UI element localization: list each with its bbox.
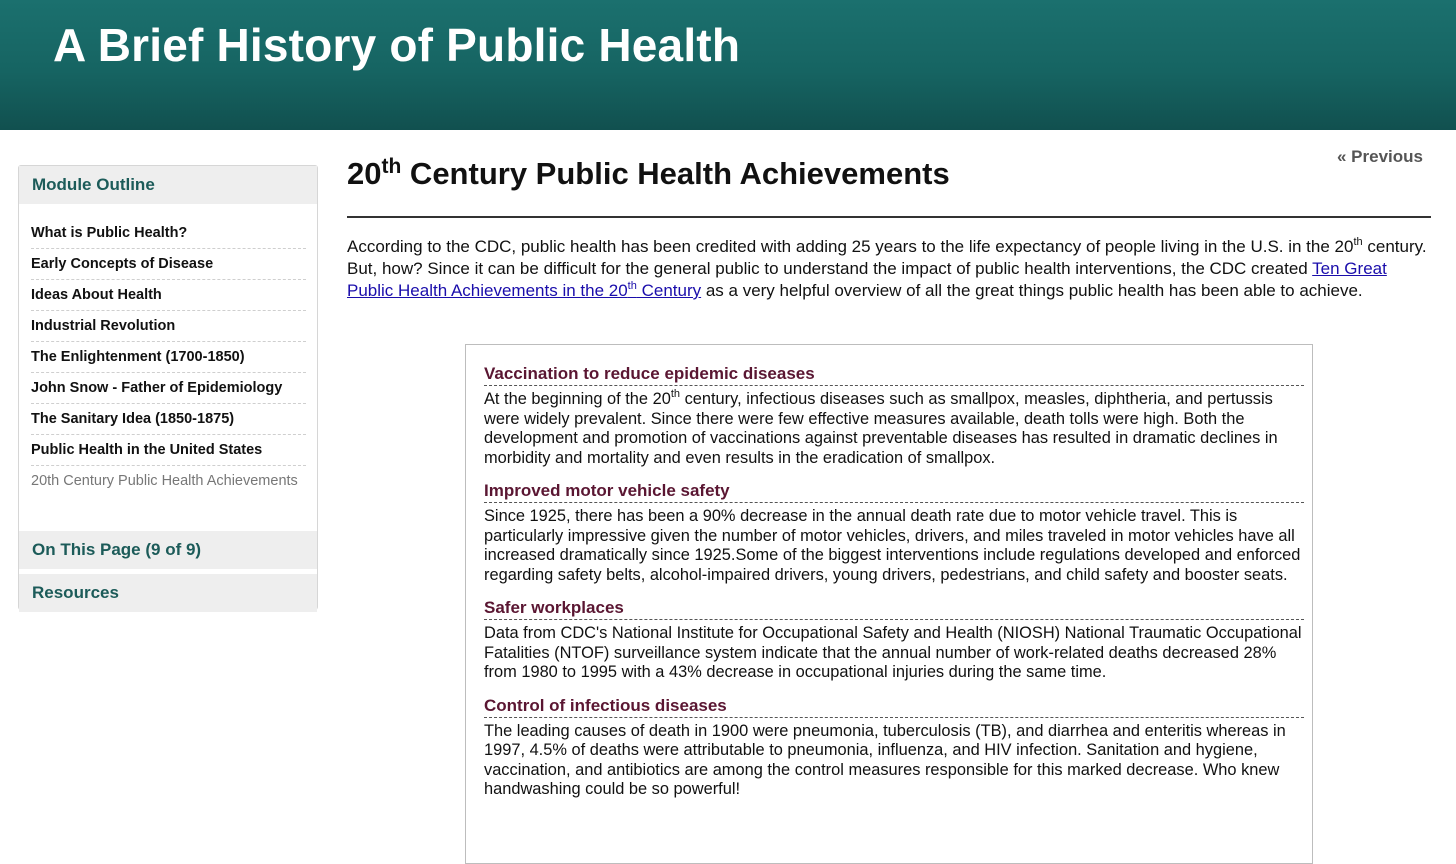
achievements-box bbox=[465, 344, 1313, 864]
title-divider bbox=[347, 216, 1431, 218]
header-banner bbox=[0, 0, 1456, 130]
achievement-text: At the beginning of the 20th century, infectious diseases such as smallpox, measles, diphtheria, and pertussis were widely prevalent. Since there were few effective measures available, death tolls were high. Both the development and promotion of vaccinations against preventable diseases has resulted in dramatic declines in morbidity and mortality and even results in the eradication of smallpox. bbox=[484, 388, 1278, 467]
sidebar-item-ideas-about-health[interactable]: Ideas About Health bbox=[31, 280, 306, 311]
achievement-text: Since 1925, there has been a 90% decrease in the annual death rate due to motor vehicle travel. This is particularly impressive given the number of motor vehicles, drivers, and miles traveled in motor vehicles have all increased dramatically since 1925.Some of the biggest interventions include regulations developed and enforced regarding safety belts, alcohol-impaired drivers, young drivers, pedestrians, and child safety and booster seats. bbox=[484, 507, 1301, 584]
sidebar-item-enlightenment[interactable]: The Enlightenment (1700-1850) bbox=[31, 342, 306, 373]
sidebar-item-sanitary-idea[interactable]: The Sanitary Idea (1850-1875) bbox=[31, 404, 306, 435]
page-title: 20th Century Public Health Achievements bbox=[347, 155, 950, 191]
achievement-title: Control of infectious diseases bbox=[484, 695, 1304, 718]
sidebar-item-industrial-revolution[interactable]: Industrial Revolution bbox=[31, 311, 306, 342]
sidebar-item-john-snow[interactable]: John Snow - Father of Epidemiology bbox=[31, 373, 306, 404]
on-this-page-toggle[interactable]: On This Page (9 of 9) bbox=[19, 531, 317, 569]
achievement-title: Improved motor vehicle safety bbox=[484, 480, 1304, 503]
site-title: A Brief History of Public Health bbox=[53, 19, 741, 71]
module-sidebar bbox=[18, 165, 318, 610]
sidebar-item-early-concepts[interactable]: Early Concepts of Disease bbox=[31, 249, 306, 280]
achievement-title: Safer workplaces bbox=[484, 597, 1304, 620]
cdc-ten-achievements-link[interactable]: Ten Great Public Health Achievements in the 20th Century bbox=[347, 259, 1387, 300]
achievement-item bbox=[484, 363, 1304, 468]
module-outline-heading[interactable]: Module Outline bbox=[19, 166, 317, 204]
sidebar-item-what-is-public-health[interactable]: What is Public Health? bbox=[31, 218, 306, 249]
achievement-title: Vaccination to reduce epidemic diseases bbox=[484, 363, 1304, 386]
achievement-text: The leading causes of death in 1900 were pneumonia, tuberculosis (TB), and diarrhea and enteritis whereas in 1997, 4.5% of deaths were attributable to pneumonia, influenza, and HIV infection. Sanitation and hygiene, vaccination, and antibiotics are among the control measures responsible for this marked decrease. Who knew handwashing could be so powerful! bbox=[484, 721, 1286, 798]
achievement-item bbox=[484, 480, 1304, 585]
resources-toggle[interactable]: Resources bbox=[19, 574, 317, 612]
achievement-item bbox=[484, 695, 1304, 800]
achievement-text: Data from CDC's National Institute for Occupational Safety and Health (NIOSH) National Traumatic Occupational Fatalities (NTOF) surveillance system indicate that the annual number of work-related deaths decreased 28% from 1980 to 1995 with a 43% decrease in occupational injuries during the same time. bbox=[484, 624, 1302, 681]
sidebar-item-public-health-us[interactable]: Public Health in the United States bbox=[31, 435, 306, 466]
intro-paragraph: According to the CDC, public health has been credited with adding 25 years to the life expectancy of people living in the U.S. in the 20th century. But, how? Since it can be difficult for the general public to understand the impact of public health interventions, the CDC created Ten Great Public Health Achievements in the 20th Century as a very helpful overview of all the great things public health has been able to achieve. bbox=[347, 236, 1427, 300]
sidebar-item-20th-century-current: 20th Century Public Health Achievements bbox=[31, 473, 298, 489]
module-outline-list bbox=[19, 204, 317, 519]
achievement-item bbox=[484, 597, 1304, 683]
previous-link[interactable]: « Previous bbox=[1337, 147, 1423, 166]
